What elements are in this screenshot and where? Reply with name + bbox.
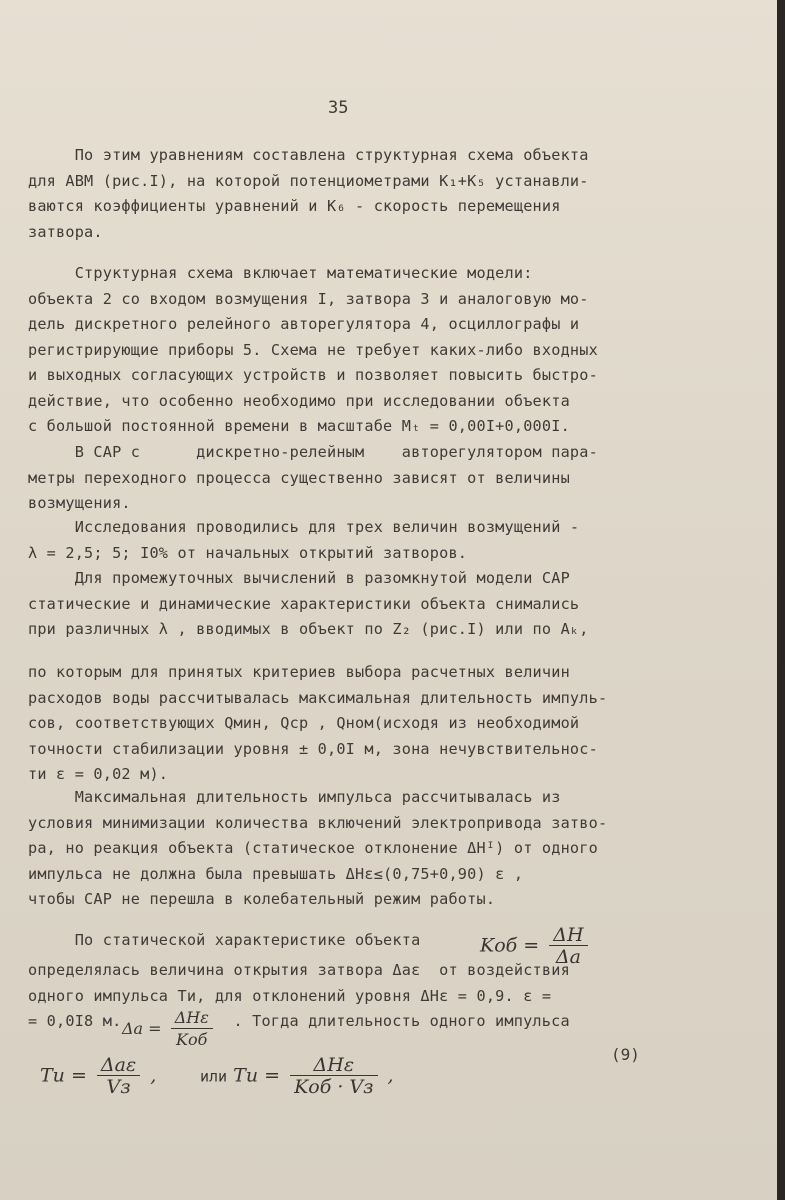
text-line: Структурная схема включает математические модели: [28,264,533,282]
text-line: По этим уравнениям составлена структурная схема объекта [28,146,589,164]
text-line: объекта 2 со входом возмущения I, затвора 3 и аналоговую мо- [28,289,589,308]
formula-kob-fraction [549,925,587,968]
text-line: расходов воды рассчитывалась максимальная длительность импуль- [28,688,608,707]
text-line: импульса не должна была превышать ΔHε≤(0,75+0,90) ε , [28,864,524,883]
text-line: ваются коэффициенты уравнений и К₆ - скорость перемещения [28,197,561,215]
formula-ti-1-denominator: Vз [106,1076,131,1098]
or-word: или [200,1067,228,1086]
text-line: ра, но реакция объекта (статическое отклонение ΔHᴵ) от одного [28,839,598,857]
text-line: дель дискретного релейного авторегулятора 4, осциллографы и [28,315,580,333]
text-line: По статической характеристике объекта [28,931,421,949]
text-line: Исследования проводились для трех величин возмущений - [28,518,580,536]
page-number: 35 [328,98,349,118]
text-line: по которым для принятых критериев выбора расчетных величин [28,663,570,681]
formula-da-numerator: ΔHε [171,1008,213,1029]
paragraph [28,143,678,245]
text-line: одного импульса Tи, для отклонений уровня ΔHε = 0,9. ε = [28,986,552,1005]
text-line: точности стабилизации уровня ± 0,0I м, зона нечувствительнос- [28,739,598,758]
text-line: Для промежуточных вычислений в разомкнутой модели САР [28,569,570,587]
text-line: затвора. [28,222,103,241]
equation-number: (9) [611,1045,640,1064]
paragraph [28,440,678,517]
formula-da-lhs: Δa = [122,1019,162,1038]
formula-ti-2-numerator: ΔHε [290,1055,377,1076]
text-line: и выходных согласующих устройств и позволяет повысить быстро- [28,366,598,384]
text-line-tail: . Тогда длительность одного импульса [233,1012,570,1030]
paragraph [28,785,678,913]
text-line: Максимальная длительность импульса рассчитывалась из [28,788,561,806]
formula-ti-2-fraction [290,1055,377,1098]
text-line: действие, что особенно необходимо при исследовании объекта [28,391,570,410]
text-line: с большой постоянной времени в масштабе Мₜ = 0,00I+0,000I. [28,417,570,435]
text-line: В САР с дискретно-релейным авторегулятором пара- [28,443,598,461]
paragraph [28,660,678,788]
formula-ti-2-lhs: Tи = [233,1064,281,1087]
text-line: = 0,0I8 м. [28,1012,122,1030]
formula-da [122,1008,217,1051]
text-line: определялась величина открытия затвора Δaε от воздействия [28,961,570,979]
formula-ti-1-fraction [97,1055,140,1098]
text-line: чтобы САР не перешла в колебательный режим работы. [28,890,496,908]
scan-edge [777,0,785,1200]
formula-kob [480,925,592,968]
text-line: условия минимизации количества включений электропривода затво- [28,813,608,832]
text-line: метры переходного процесса существенно зависят от величины [28,468,570,487]
formula-ti-1: Tи = $\frac{\text{Δaε}}{Vз}$ , [40,1054,157,1098]
text-line: ти ε = 0,02 м). [28,765,169,783]
formula-ti-1-numerator: Δaε [97,1055,140,1076]
text-line: при различных λ , вводимых в объект по Z₂ (рис.I) или по Аₖ, [28,620,589,638]
formula-ti-1-lhs: Tи = [40,1064,87,1087]
text-line: λ = 2,5; 5; I0% от начальных открытий затворов. [28,543,468,562]
formula-kob-denominator: Δa [555,946,581,968]
paragraph [28,261,678,440]
text-line: сов, соответствующих Qмин, Qср , Qном(исходя из необходимой [28,714,580,732]
formula-da-fraction [171,1008,213,1051]
paragraph [28,515,678,566]
text-line: статические и динамические характеристики объекта снимались [28,594,580,613]
formula-kob-lhs: Kоб = [480,934,540,957]
formula-da-denominator: Kоб [176,1030,208,1049]
text-line: возмущения. [28,494,131,512]
text-line: для АВМ (рис.I), на которой потенциометрами К₁+К₅ устанавли- [28,171,589,190]
formula-kob-numerator: ΔH [549,925,587,946]
text-line: регистрирующие приборы 5. Схема не требует каких-либо входных [28,340,598,359]
formula-ti-2: или Tи = $\frac{\text{ΔHε}}{\text{Kоб · Vз}}$ , [200,1054,394,1098]
paragraph [28,566,678,643]
formula-ti-2-denominator: Kоб · Vз [294,1076,374,1098]
